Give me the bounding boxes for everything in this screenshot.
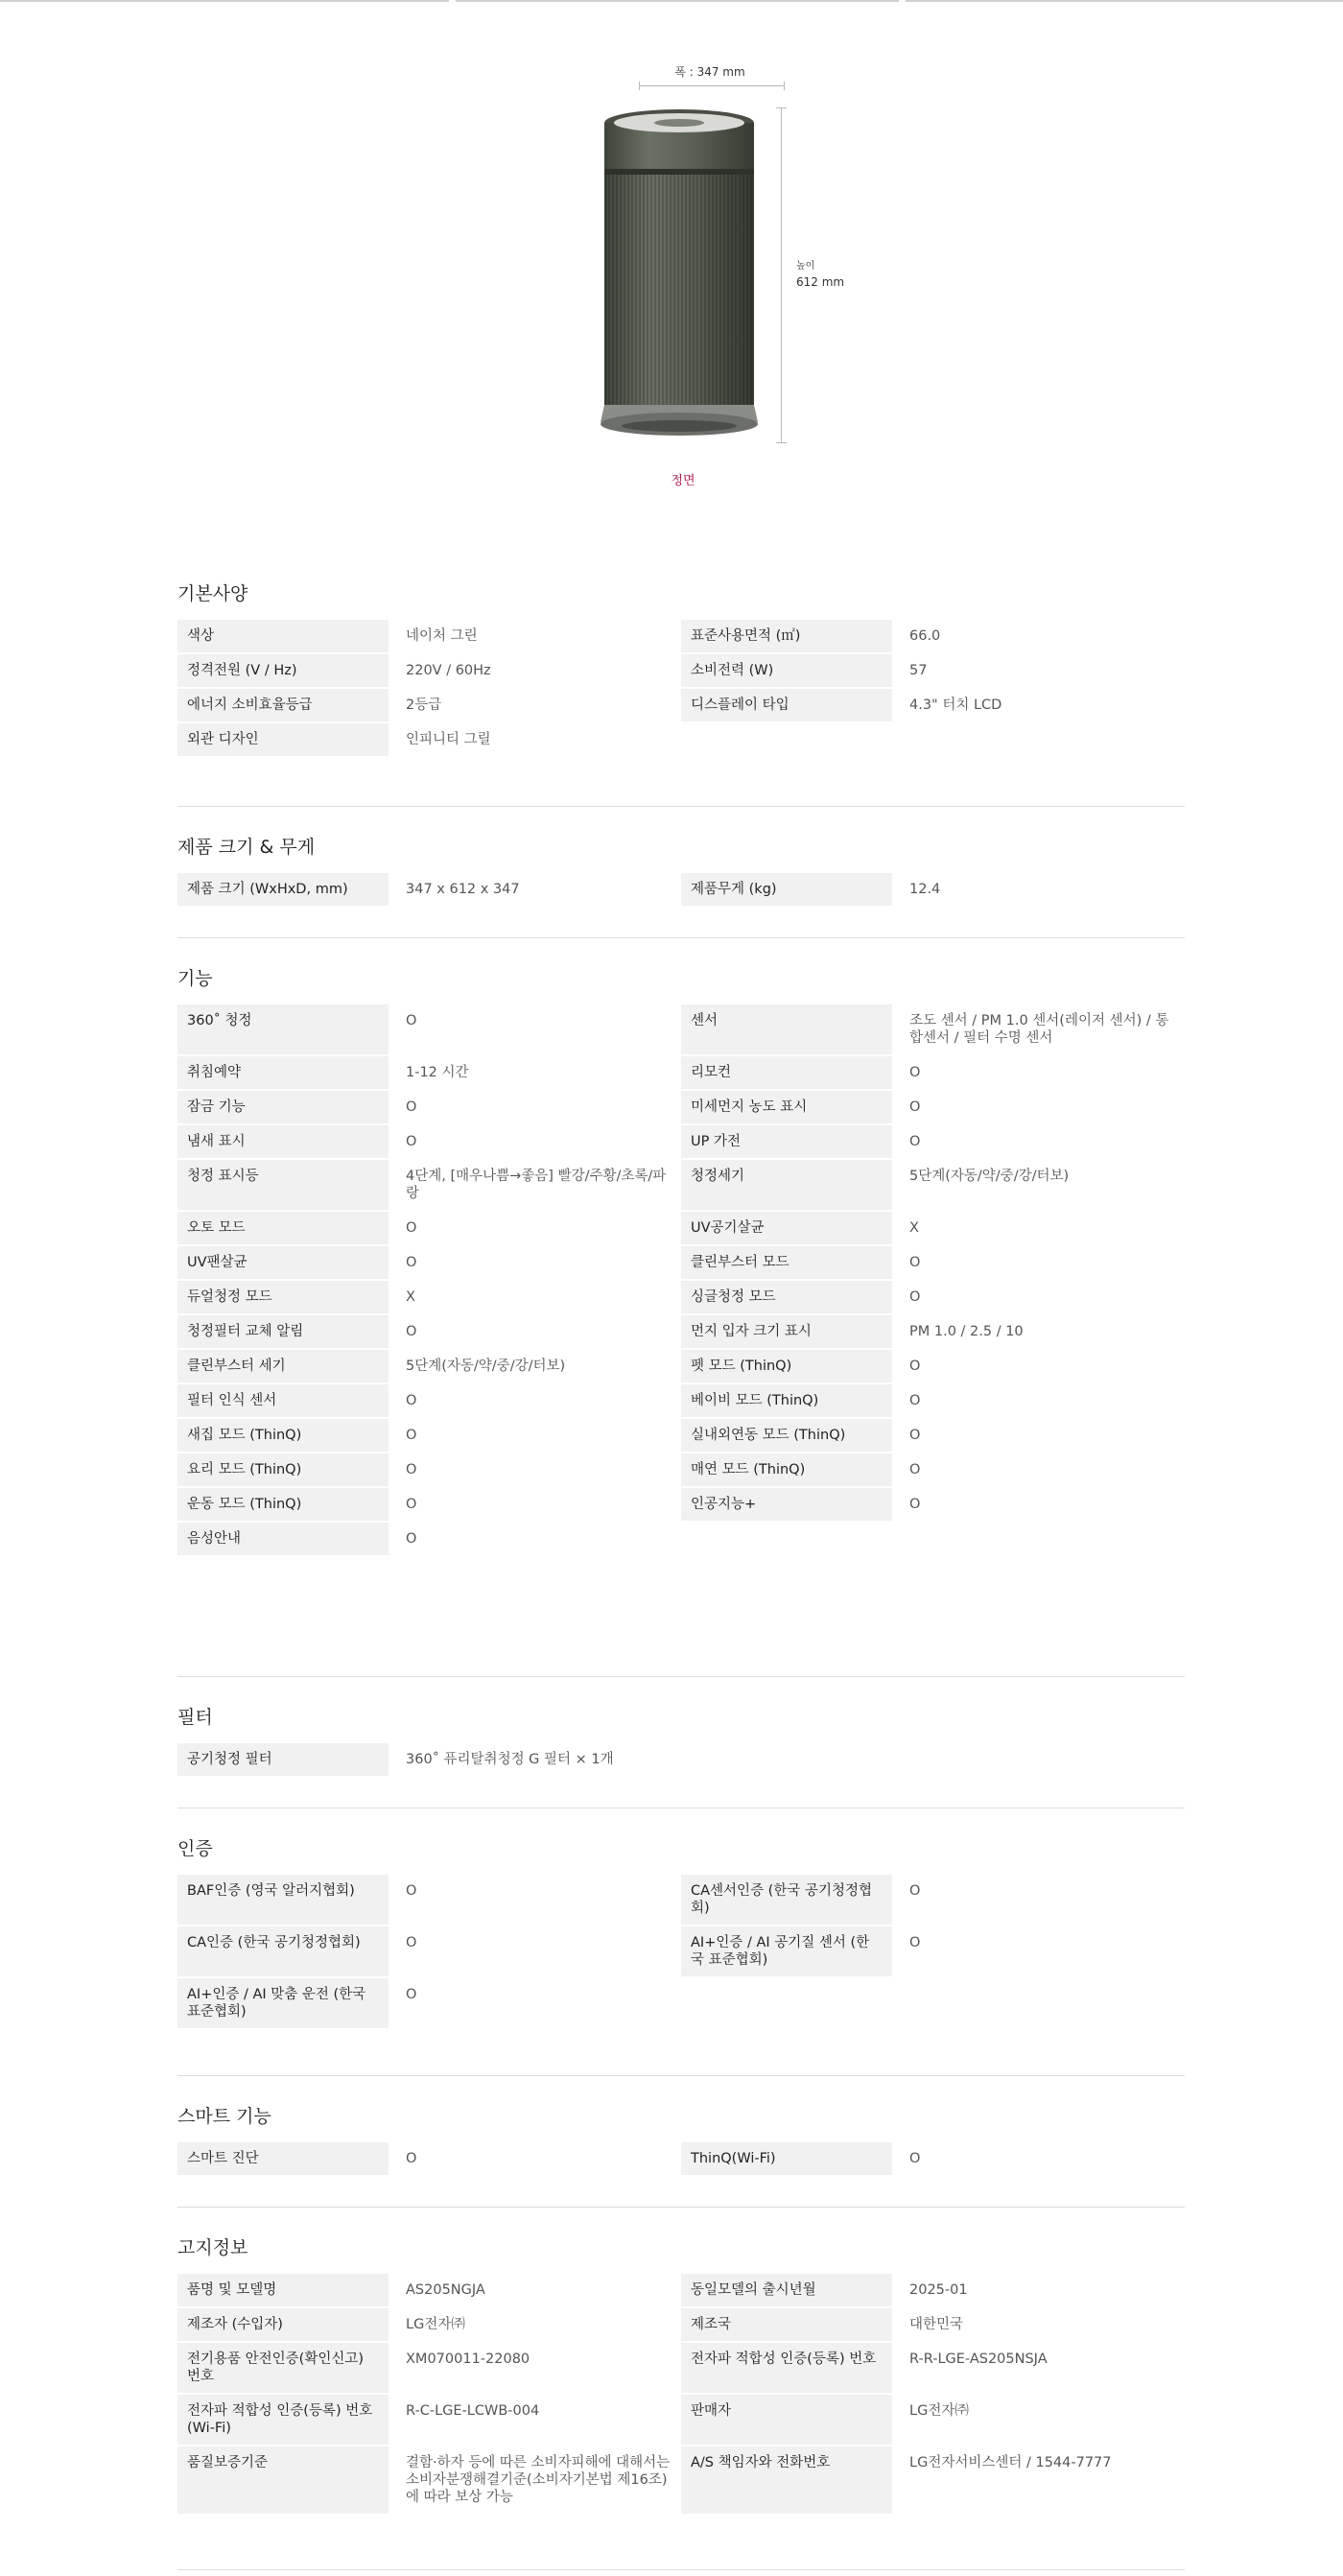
spec-value: O [406, 1531, 417, 1547]
spec-label: 필터 인식 센서 [177, 1384, 389, 1417]
spec-label: 스마트 진단 [177, 2142, 389, 2175]
spec-value: LG전자㈜ [909, 2403, 969, 2419]
spec-value: O [909, 1065, 921, 1080]
spec-value: 인피니티 그릴 [406, 732, 491, 747]
spec-label: 전기용품 안전인증(확인신고) 번호 [177, 2343, 389, 2393]
spec-value: AS205NGJA [406, 2282, 485, 2298]
spec-value: O [406, 1497, 417, 1512]
spec-label: 취침예약 [177, 1056, 389, 1089]
spec-value: O [909, 1935, 921, 1950]
spec-value: O [909, 1359, 921, 1374]
spec-label: 품명 및 모델명 [177, 2274, 389, 2306]
spec-value: 57 [909, 663, 928, 678]
spec-label: 클린부스터 세기 [177, 1350, 389, 1383]
section-title: 고지정보 [177, 2237, 248, 2258]
section-certification [177, 1834, 1185, 2028]
spec-label: 싱글청정 모드 [681, 1281, 892, 1313]
spec-label: 품질보증기준 [177, 2446, 389, 2514]
spec-value: O [406, 1393, 417, 1408]
spec-value: O [909, 1883, 921, 1899]
spec-value: 1-12 시간 [406, 1065, 469, 1080]
section-notice [177, 2233, 1185, 2514]
spec-label: 동일모델의 출시년월 [681, 2274, 892, 2306]
spec-value: O [406, 1134, 417, 1149]
spec-value: 4단계, [매우나쁨→좋음] 빨강/주황/초록/파랑 [406, 1169, 667, 1201]
spec-label: 판매자 [681, 2395, 892, 2445]
spec-label: 매연 모드 (ThinQ) [681, 1453, 892, 1486]
spec-value: 결함·하자 등에 따른 소비자피해에 대해서는 소비자분쟁해결기준(소비자기본법 제16조)에 따라 보상 가능 [406, 2455, 671, 2505]
spec-label: 냄새 표시 [177, 1125, 389, 1158]
spec-value: O [406, 1987, 417, 2002]
spec-value: PM 1.0 / 2.5 / 10 [909, 1324, 1024, 1339]
spec-label: 청정 표시등 [177, 1160, 389, 1210]
spec-label: 외관 디자인 [177, 723, 389, 756]
spec-label: CA센서인증 (한국 공기청정협회) [681, 1875, 892, 1925]
product-dimension-diagram [547, 50, 863, 501]
spec-label: 인공지능+ [681, 1488, 892, 1521]
height-dimension-label [796, 259, 844, 290]
spec-label: 청정세기 [681, 1160, 892, 1210]
spec-label: BAF인증 (영국 알러지협회) [177, 1875, 389, 1925]
spec-value: 5단계(자동/약/중/강/터보) [909, 1169, 1070, 1184]
section-title: 스마트 기능 [177, 2106, 271, 2127]
spec-label: ThinQ(Wi-Fi) [681, 2142, 892, 2175]
section-title: 제품 크기 & 무게 [177, 837, 316, 858]
spec-label: 리모컨 [681, 1056, 892, 1089]
spec-label: 듀얼청정 모드 [177, 1281, 389, 1313]
spec-value: O [909, 1497, 921, 1512]
spec-value: 360˚ 퓨리탈취청정 G 필터 × 1개 [406, 1752, 614, 1767]
spec-value: 조도 센서 / PM 1.0 센서(레이저 센서) / 통합센서 / 필터 수명 센서 [909, 1013, 1169, 1046]
section-divider [177, 2569, 1185, 2570]
spec-value: 12.4 [909, 882, 941, 897]
spec-label: 360˚ 청정 [177, 1004, 389, 1054]
spec-value: O [406, 1220, 417, 1236]
spec-value: 대한민국 [909, 2317, 964, 2332]
spec-label: 클린부스터 모드 [681, 1246, 892, 1279]
width-dimension-label: 폭 : 347 mm [674, 65, 745, 79]
spec-value: O [909, 1289, 921, 1305]
spec-value: R-R-LGE-AS205NSJA [909, 2351, 1048, 2367]
spec-label: 에너지 소비효율등급 [177, 689, 389, 721]
width-dimension-line [639, 85, 785, 86]
spec-label: 실내외연동 모드 (ThinQ) [681, 1419, 892, 1452]
spec-value: 347 x 612 x 347 [406, 882, 520, 897]
spec-value: O [406, 1255, 417, 1270]
section-divider [177, 1676, 1185, 1677]
spec-label: 제조국 [681, 2308, 892, 2341]
section-divider [177, 937, 1185, 938]
spec-label: 제품무게 (kg) [681, 873, 892, 906]
spec-value: X [909, 1220, 919, 1236]
spec-value: O [909, 1099, 921, 1115]
spec-value: 66.0 [909, 628, 941, 644]
spec-label: 센서 [681, 1004, 892, 1054]
spec-label: UP 가전 [681, 1125, 892, 1158]
spec-label: 먼지 입자 크기 표시 [681, 1315, 892, 1348]
spec-label: AI+인증 / AI 맞춤 운전 (한국 표준협회) [177, 1978, 389, 2028]
section-title: 기능 [177, 968, 213, 989]
spec-value: 5단계(자동/약/중/강/터보) [406, 1359, 566, 1374]
spec-label: 운동 모드 (ThinQ) [177, 1488, 389, 1521]
spec-value: O [909, 1134, 921, 1149]
section-divider [177, 2207, 1185, 2208]
spec-value: 2등급 [406, 697, 442, 713]
spec-value: O [406, 2151, 417, 2166]
spec-label: 표준사용면적 (㎡) [681, 620, 892, 652]
spec-label: 새집 모드 (ThinQ) [177, 1419, 389, 1452]
spec-label: 공기청정 필터 [177, 1743, 389, 1776]
section-basic [177, 579, 1185, 756]
spec-label: 정격전원 (V / Hz) [177, 654, 389, 687]
spec-value: 4.3" 터치 LCD [909, 697, 1002, 713]
spec-label: UV공기살균 [681, 1212, 892, 1244]
height-dimension-line [781, 107, 782, 443]
spec-value: O [909, 1462, 921, 1477]
section-title: 필터 [177, 1707, 213, 1728]
spec-value: O [406, 1935, 417, 1950]
front-view-label: 정면 [671, 474, 695, 488]
spec-value: 220V / 60Hz [406, 663, 491, 678]
spec-label: A/S 책임자와 전화번호 [681, 2446, 892, 2514]
spec-value: 네이처 그린 [406, 628, 478, 644]
section-title: 인증 [177, 1838, 213, 1859]
spec-value: LG전자서비스센터 / 1544-7777 [909, 2455, 1112, 2470]
spec-label: CA인증 (한국 공기청정협회) [177, 1926, 389, 1976]
spec-label: 전자파 적합성 인증(등록) 번호 (Wi-Fi) [177, 2395, 389, 2445]
spec-label: 청정필터 교체 알림 [177, 1315, 389, 1348]
spec-label: 전자파 적합성 인증(등록) 번호 [681, 2343, 892, 2393]
section-divider [177, 806, 1185, 807]
spec-label: 제조자 (수입자) [177, 2308, 389, 2341]
spec-value: O [406, 1428, 417, 1443]
air-purifier-image [593, 106, 766, 441]
spec-value: 2025-01 [909, 2282, 968, 2298]
spec-value: LG전자㈜ [406, 2317, 465, 2332]
spec-value: O [406, 1883, 417, 1899]
spec-value: O [909, 1393, 921, 1408]
spec-value: XM070011-22080 [406, 2351, 530, 2367]
spec-value: O [909, 1255, 921, 1270]
spec-value: O [909, 1428, 921, 1443]
height-label-value: 612 mm [796, 275, 845, 289]
top-tab-strip [0, 0, 1343, 2]
section-divider [177, 2075, 1185, 2076]
spec-label: 음성안내 [177, 1523, 389, 1555]
spec-label: 잠금 기능 [177, 1091, 389, 1123]
spec-value: O [406, 1462, 417, 1477]
height-label-title: 높이 [796, 261, 815, 272]
spec-value: X [406, 1289, 415, 1305]
spec-label: 요리 모드 (ThinQ) [177, 1453, 389, 1486]
spec-value: O [406, 1099, 417, 1115]
spec-label: 베이비 모드 (ThinQ) [681, 1384, 892, 1417]
spec-label: 오토 모드 [177, 1212, 389, 1244]
spec-label: 소비전력 (W) [681, 654, 892, 687]
section-title: 기본사양 [177, 583, 248, 604]
spec-label: 색상 [177, 620, 389, 652]
spec-label: 제품 크기 (WxHxD, mm) [177, 873, 389, 906]
spec-label: AI+인증 / AI 공기질 센서 (한국 표준협회) [681, 1926, 892, 1976]
spec-label: 디스플레이 타입 [681, 689, 892, 721]
spec-label: 미세먼지 농도 표시 [681, 1091, 892, 1123]
spec-value: O [909, 2151, 921, 2166]
spec-value: O [406, 1013, 417, 1028]
spec-label: 펫 모드 (ThinQ) [681, 1350, 892, 1383]
section-size-weight [177, 833, 1185, 906]
spec-label: UV팬살균 [177, 1246, 389, 1279]
section-smart [177, 2102, 1185, 2175]
section-filter [177, 1703, 1185, 1776]
spec-value: O [406, 1324, 417, 1339]
spec-value: R-C-LGE-LCWB-004 [406, 2403, 540, 2419]
section-features [177, 964, 1185, 1555]
